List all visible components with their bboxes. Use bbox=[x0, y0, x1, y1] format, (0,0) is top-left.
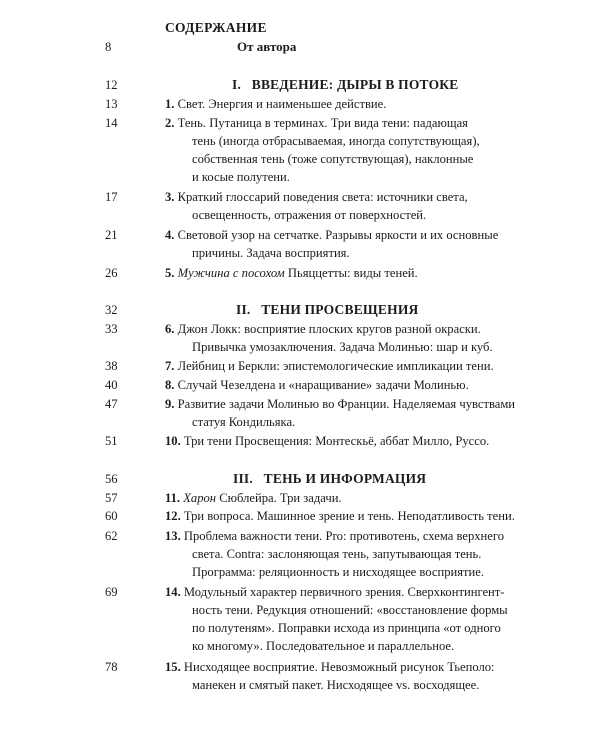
author-label: От автора bbox=[237, 39, 297, 54]
page-number: 47 bbox=[105, 397, 118, 411]
entry-text: 7. Лейбниц и Беркли: эпистемологические импликации тени. bbox=[165, 359, 494, 373]
entry-text: 11. Харон Сюблейра. Три задачи. bbox=[165, 491, 342, 505]
entry-text: 5. Мужчина с посохом Пьяццетты: виды теней. bbox=[165, 266, 418, 280]
entry-text: 1. Свет. Энергия и наименьшее действие. bbox=[165, 97, 387, 111]
entry-text: 10. Три тени Просвещения: Монтескьё, аббат Милло, Руссо. bbox=[165, 434, 490, 448]
page-number: 32 bbox=[105, 303, 118, 317]
entry-text: 3. Краткий глоссарий поведения света: источники света, освещенность, отражения от поверхностей. bbox=[165, 190, 468, 222]
page-number: 8 bbox=[105, 40, 112, 54]
page-number: 60 bbox=[105, 509, 118, 523]
entry-text: 2. Тень. Путаница в терминах. Три вида тени: падающая тень (иногда отбрасываемая, иногда сопутствующая), собственная тень (тоже сопутствующая), наклонные и косые полутени. bbox=[165, 116, 480, 184]
page-number: 56 bbox=[105, 472, 118, 486]
section-title: II. ТЕНИ ПРОСВЕЩЕНИЯ bbox=[236, 302, 419, 317]
entry-text: 12. Три вопроса. Машинное зрение и тень. Неподатливость тени. bbox=[165, 509, 515, 523]
page-number: 26 bbox=[105, 266, 118, 280]
entry-text: 4. Световой узор на сетчатке. Разрывы яркости и их основные причины. Задача восприятия. bbox=[165, 228, 499, 260]
entry-text: 6. Джон Локк: восприятие плоских кругов разной окраски. Привычка умозаключения. Задача Молинью: шар и куб. bbox=[165, 322, 493, 354]
toc-heading: СОДЕРЖАНИЕ bbox=[165, 20, 267, 35]
entry-text: 9. Развитие задачи Молинью во Франции. Наделяемая чувствами статуя Кондильяка. bbox=[165, 397, 516, 429]
page-number: 57 bbox=[105, 491, 118, 505]
entry-text: 15. Нисходящее восприятие. Невозможный рисунок Тьеполо: манекен и смятый пакет. Нисходящее vs. восходящее. bbox=[165, 660, 495, 692]
entry-text: 8. Случай Чезелдена и «наращивание» задачи Молинью. bbox=[165, 378, 469, 392]
page-number: 38 bbox=[105, 359, 118, 373]
page-number: 78 bbox=[105, 660, 118, 674]
entry-text: 13. Проблема важности тени. Pro: противотень, схема верхнего света. Contra: заслоняющая тень, запутывающая тень. Программа: реляционность и нисходящее восприятие. bbox=[165, 529, 505, 579]
page-number: 13 bbox=[105, 97, 118, 111]
page-number: 69 bbox=[105, 585, 118, 599]
page-number: 33 bbox=[105, 322, 118, 336]
page-number: 62 bbox=[105, 529, 118, 543]
entry-text: 14. Модульный характер первичного зрения. Сверхконтингент- ность тени. Редукция отношений: «восстановление формы по полутеням». Поправки исхода из принципа «от одного ко многому». Последовательное и параллельное. bbox=[165, 585, 508, 653]
page-number: 51 bbox=[105, 434, 118, 448]
section-title: I. ВВЕДЕНИЕ: ДЫРЫ В ПОТОКЕ bbox=[232, 77, 459, 92]
page-number: 21 bbox=[105, 228, 118, 242]
page-number: 17 bbox=[105, 190, 118, 204]
page-number: 40 bbox=[105, 378, 118, 392]
page-number: 12 bbox=[105, 78, 118, 92]
page-number: 14 bbox=[105, 116, 118, 130]
section-title: III. ТЕНЬ И ИНФОРМАЦИЯ bbox=[233, 471, 427, 486]
